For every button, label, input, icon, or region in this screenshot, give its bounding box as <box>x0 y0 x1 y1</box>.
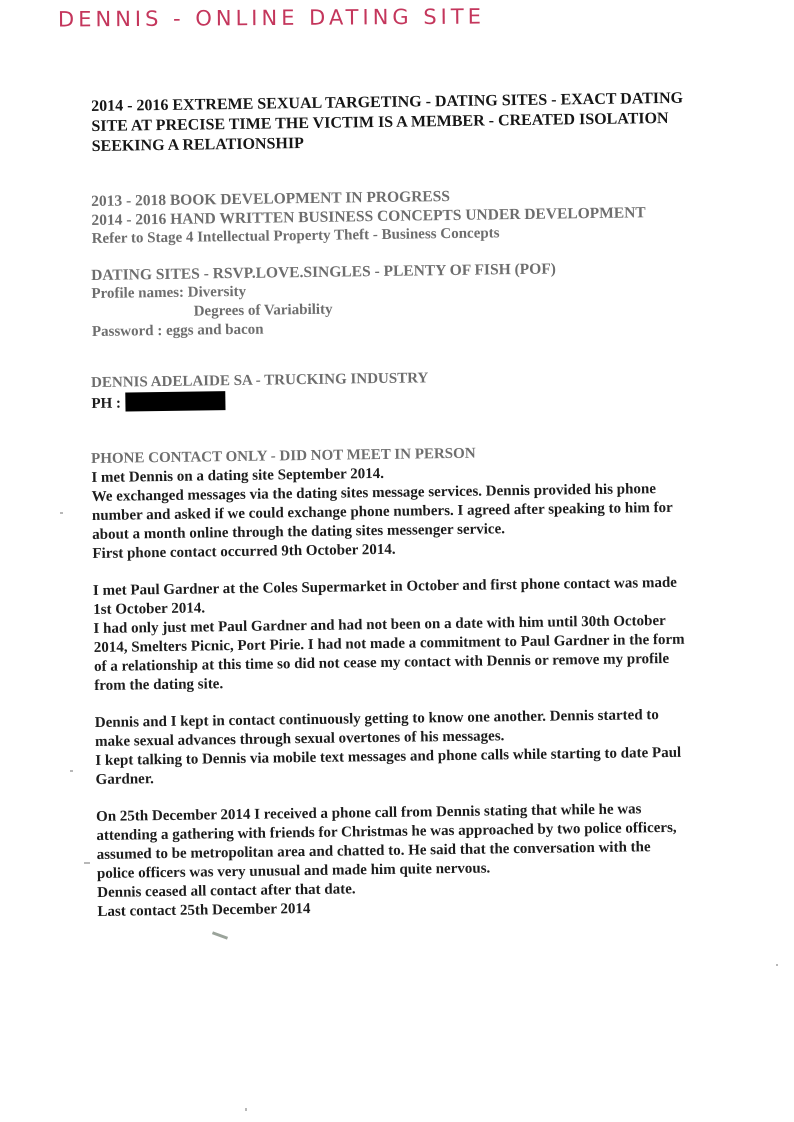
paragraph-line: We exchanged messages via the dating sites message services. Dennis provided his phone <box>91 481 657 505</box>
paragraph-line: of a relationship at this time so did not cease my contact with Dennis or remove my profile <box>93 650 670 675</box>
paragraph-line: police officers was very unusual and made him quite nervous. <box>96 860 491 882</box>
paragraph <box>91 460 732 564</box>
phone-label: PH : <box>91 395 122 412</box>
paragraph-line: make sexual advances through sexual overtones of his messages. <box>94 728 505 750</box>
paragraph-line: First phone contact occurred 9th October 2014. <box>92 541 396 562</box>
scan-speck <box>84 862 90 864</box>
phone-contact-title: PHONE CONTACT ONLY - DID NOT MEET IN PERSON <box>91 445 476 467</box>
password-line: Password : eggs and bacon <box>91 321 264 340</box>
paragraph-line: 1st October 2014. <box>93 600 206 618</box>
handwritten-title: DENNIS - ONLINE DATING SITE <box>57 4 486 32</box>
paragraph-line: Dennis and I kept in contact continuously getting to know one another. Dennis started to <box>94 707 659 731</box>
paragraph-line: I had only just met Paul Gardner and had not been on a date with him until 30th October <box>93 612 666 637</box>
scan-speck <box>776 964 778 966</box>
dating-sites-section <box>91 257 732 342</box>
paragraph-line: I met Dennis on a dating site September 2014. <box>91 465 385 486</box>
profile-names: Profile names: Diversity <box>91 283 247 302</box>
paragraph-line: assumed to be metropolitan area and chatted to. He said that the conversation with the <box>96 839 651 863</box>
scan-speck <box>60 512 63 514</box>
paragraph-line: I met Paul Gardner at the Coles Supermarket in October and first phone contact was made <box>92 574 678 599</box>
reference-line: Refer to Stage 4 Intellectual Property Theft - Business Concepts <box>91 225 500 247</box>
paragraph-line: On 25th December 2014 I received a phone call from Dennis stating that while he was <box>96 801 642 825</box>
book-development-line: 2013 - 2018 BOOK DEVELOPMENT IN PROGRESS <box>91 187 451 210</box>
dating-sites-title: DATING SITES - RSVP.LOVE.SINGLES - PLENTY OF FISH (POF) <box>91 260 557 284</box>
redaction-bar <box>125 391 225 411</box>
heading-line: 2014 - 2016 EXTREME SEXUAL TARGETING - DATING SITES - EXACT DATING <box>91 89 684 115</box>
paragraph-line: I kept talking to Dennis via mobile text messages and phone calls while starting to date Paul <box>95 744 682 769</box>
scan-speck <box>70 770 73 772</box>
profile-name-second: Degrees of Variability <box>193 301 333 320</box>
paragraph <box>93 573 735 696</box>
development-section <box>91 183 732 249</box>
paragraph-line: about a month online through the dating sites messenger service. <box>92 521 506 543</box>
paragraph-line: Gardner. <box>95 771 154 788</box>
paragraph-line: 2014, Smelters Picnic, Port Pirie. I had not made a commitment to Paul Gardner in the form <box>93 631 685 656</box>
paragraph-line: Dennis ceased all contact after that date. <box>97 881 356 901</box>
paragraph-line: attending a gathering with friends for Christmas he was approached by two police officers, <box>96 819 677 844</box>
paragraph <box>95 705 736 790</box>
business-concepts-line: 2014 - 2016 HAND WRITTEN BUSINESS CONCEPTS UNDER DEVELOPMENT <box>91 204 646 229</box>
paragraph-line: number and asked if we could exchange phone numbers. I agreed after speaking to him for <box>91 499 673 524</box>
paragraph-line: Last contact 25th December 2014 <box>97 900 311 920</box>
heading-line: SITE AT PRECISE TIME THE VICTIM IS A MEMBER - CREATED ISOLATION <box>91 109 669 135</box>
contact-section <box>91 365 731 414</box>
paragraph-line: from the dating site. <box>94 676 224 694</box>
document-heading <box>91 88 712 157</box>
scan-speck <box>245 1108 247 1111</box>
paragraph <box>96 799 738 922</box>
contact-name-line: DENNIS ADELAIDE SA - TRUCKING INDUSTRY <box>91 370 429 391</box>
heading-line: SEEKING A RELATIONSHIP <box>91 135 305 155</box>
phone-contact-section <box>91 441 738 940</box>
